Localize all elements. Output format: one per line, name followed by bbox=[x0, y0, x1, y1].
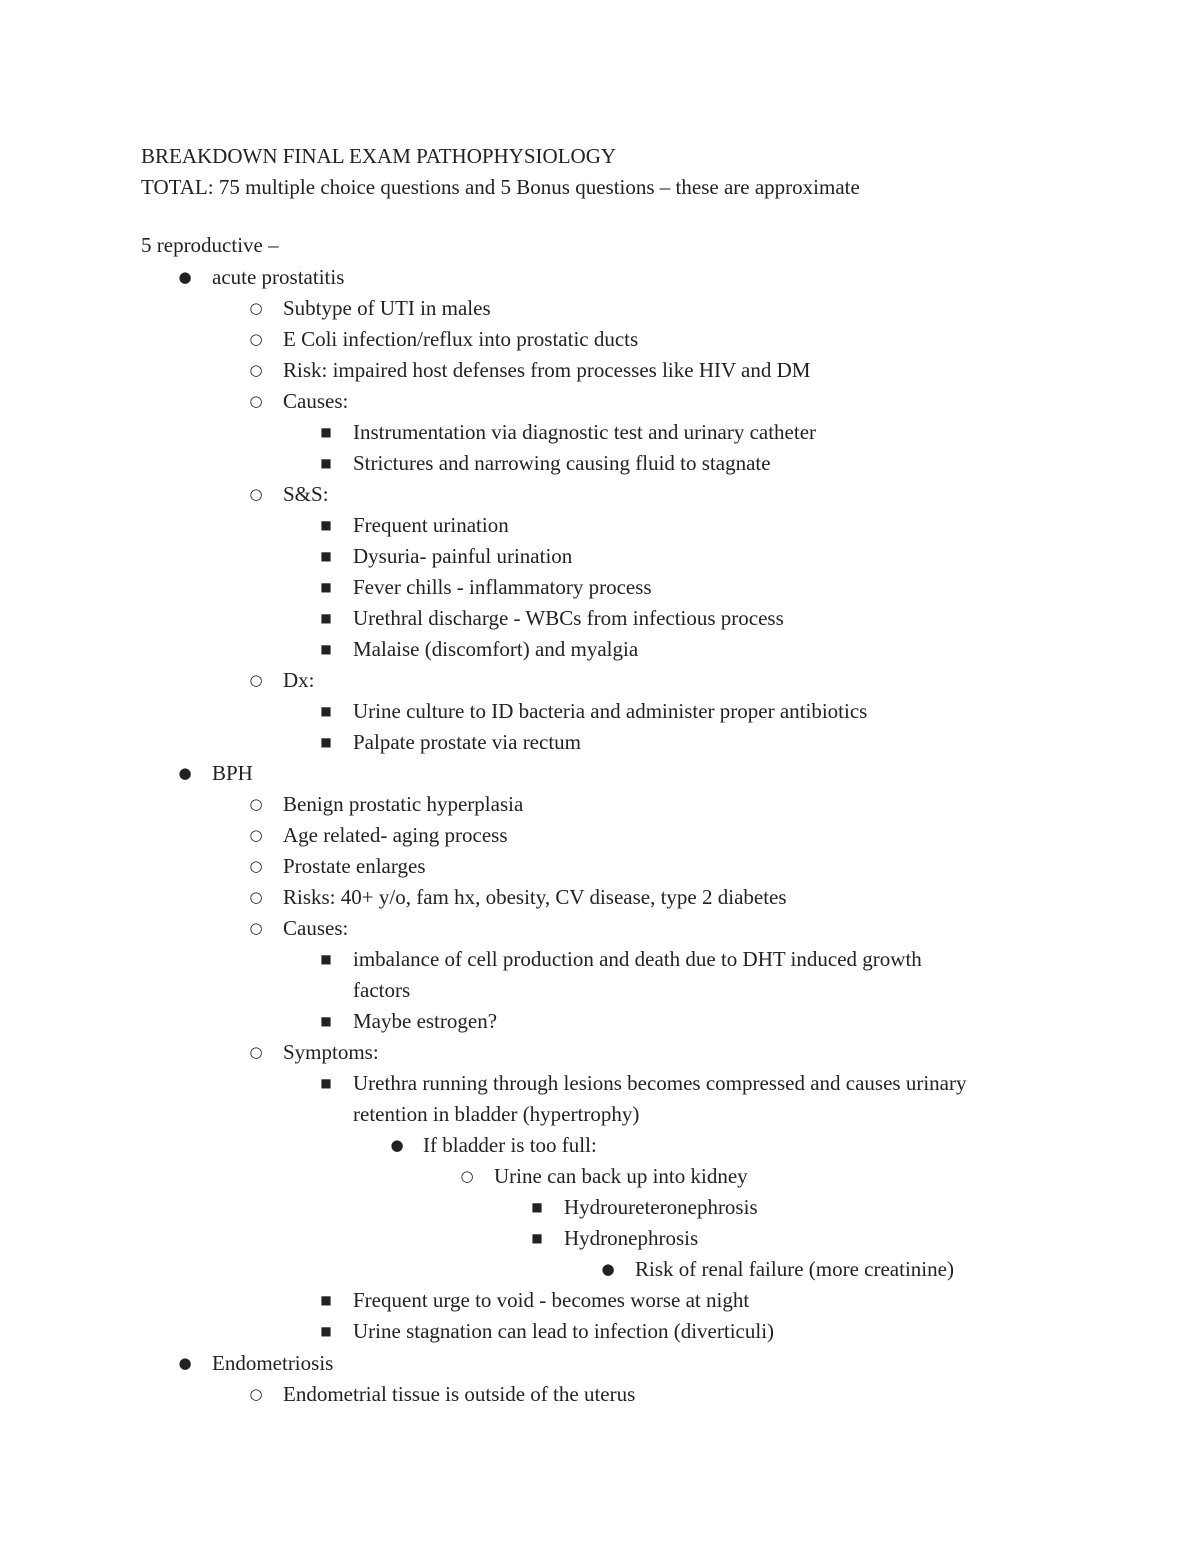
circle-bullet-icon: ○ bbox=[249, 795, 263, 813]
circle-bullet-icon: ○ bbox=[249, 1385, 263, 1403]
square-bullet-icon: ■ bbox=[320, 735, 332, 749]
square-bullet-icon: ■ bbox=[320, 456, 332, 470]
square-bullet-icon: ■ bbox=[320, 1293, 332, 1307]
square-bullet-icon: ■ bbox=[320, 1014, 332, 1028]
disc-bullet-icon: ● bbox=[601, 1260, 615, 1278]
square-bullet-icon: ■ bbox=[320, 580, 332, 594]
square-bullet-icon: ■ bbox=[320, 518, 332, 532]
square-bullet-icon: ■ bbox=[320, 425, 332, 439]
disc-bullet-icon: ● bbox=[390, 1136, 404, 1154]
document-page: BREAKDOWN FINAL EXAM PATHOPHYSIOLOGY TOTAL: 75 multiple choice questions and 5 Bonus questions – these are approximate 5 reproductive – ● acute prostatitis ○ Subtype of UTI in males ○ E Coli infection/reflux into prostatic ducts ○ Risk: impaired host defenses from processes like HIV and DM ○ Causes: ■ Instrumentation via diagnostic test and urinary catheter ■ Strictures and narrowing causing fluid to stagnate ○ S&S: ■ Frequent urination ■ Dysuria- painful urination ■ Fever chills - inflammatory process ■ Urethral discharge - WBCs from infectious process ■ Malaise (discomfort) and myalgia ○ Dx: ■ Urine culture to ID bacteria and administer proper antibiotics ■ Palpate prostate via rectum ● BPH ○ Benign prostatic hyperplasia ○ Age related- aging process ○ Prostate enlarges ○ Risks: 40+ y/o, fam hx, obesity, CV disease, type 2 diabetes ○ Causes: ■ imbalance of cell production and death due to DHT induced growth factors ■ Maybe estrogen? ○ Symptoms: ■ Urethra running through lesions becomes compressed and causes urinary retention in bladder (hypertrophy) ● If bladder is too full: ○ Urine can back up into kidney ■ Hydroureteronephrosis ■ Hydronephrosis ● Risk of renal failure (more creatinine) ■ Frequent urge to void - becomes worse at night ■ Urine stagnation can lead to infection (diverticuli) ● Endometriosis ○ Endometrial tissue is outside of the uterus bbox=[0, 0, 1200, 1553]
square-bullet-icon: ■ bbox=[320, 952, 332, 966]
circle-bullet-icon: ○ bbox=[249, 361, 263, 379]
square-bullet-icon: ■ bbox=[320, 611, 332, 625]
circle-bullet-icon: ○ bbox=[249, 671, 263, 689]
circle-bullet-icon: ○ bbox=[249, 919, 263, 937]
square-bullet-icon: ■ bbox=[531, 1231, 543, 1245]
circle-bullet-icon: ○ bbox=[460, 1167, 474, 1185]
disc-bullet-icon: ● bbox=[178, 764, 192, 782]
circle-bullet-icon: ○ bbox=[249, 392, 263, 410]
disc-bullet-icon: ● bbox=[178, 1354, 192, 1372]
disc-bullet-icon: ● bbox=[178, 268, 192, 286]
square-bullet-icon: ■ bbox=[320, 642, 332, 656]
circle-bullet-icon: ○ bbox=[249, 485, 263, 503]
square-bullet-icon: ■ bbox=[320, 1324, 332, 1338]
square-bullet-icon: ■ bbox=[320, 1076, 332, 1090]
circle-bullet-icon: ○ bbox=[249, 826, 263, 844]
circle-bullet-icon: ○ bbox=[249, 1043, 263, 1061]
square-bullet-icon: ■ bbox=[320, 549, 332, 563]
circle-bullet-icon: ○ bbox=[249, 330, 263, 348]
circle-bullet-icon: ○ bbox=[249, 299, 263, 317]
square-bullet-icon: ■ bbox=[531, 1200, 543, 1214]
circle-bullet-icon: ○ bbox=[249, 857, 263, 875]
circle-bullet-icon: ○ bbox=[249, 888, 263, 906]
square-bullet-icon: ■ bbox=[320, 704, 332, 718]
